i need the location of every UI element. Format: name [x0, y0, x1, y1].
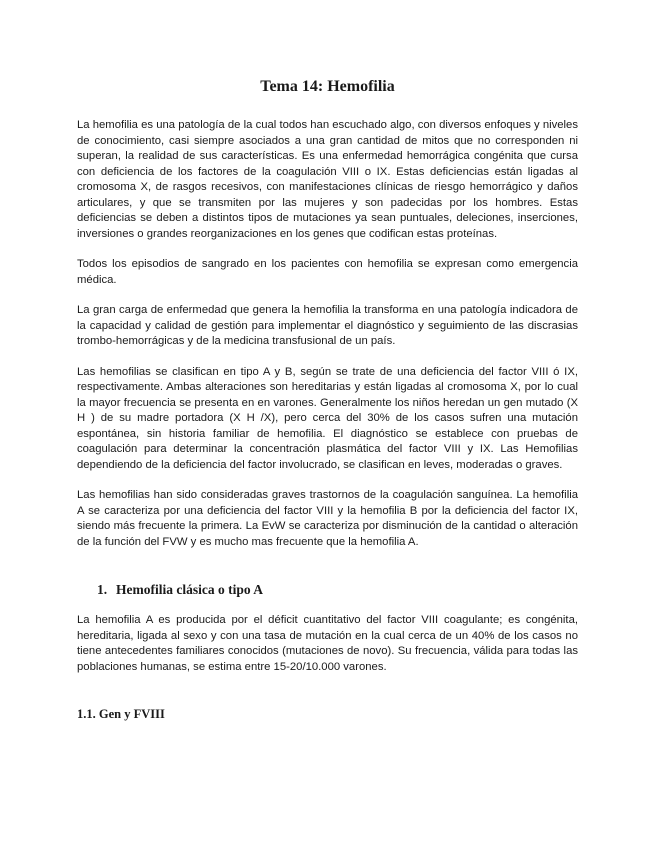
paragraph-hemofilia-a: La hemofilia A es producida por el déficit cuantitativo del factor VIII coagulante; es congénita, hereditaria, ligada al sexo y con una tasa de mutación en la cual cerca de un 40% de los casos no tiene antecedentes familiares conocidos (mutaciones de novo). Su frecuencia, válida para todas las poblaciones humanas, se estima entre 15-20/10.000 varones.	[77, 614, 578, 673]
paragraph-burden: La gran carga de enfermedad que genera la hemofilia la transforma en una patología indicadora de la capacidad y calidad de gestión para implementar el diagnóstico y seguimiento de las discrasias trombo-hemorrágicas y de la medicina transfusional de un país.	[77, 304, 578, 347]
paragraph-emergency: Todos los episodios de sangrado en los pacientes con hemofilia se expresan como emergencia médica.	[77, 258, 578, 286]
page-title: Tema 14: Hemofilia	[260, 78, 395, 95]
section-number: 1.	[97, 582, 108, 597]
paragraph-intro: La hemofilia es una patología de la cual todos han escuchado algo, con diversos enfoques y niveles de conocimiento, casi siempre asociados a una gran cantidad de mitos que no corresponden ni superan, la realidad de sus características. Es una enfermedad hemorrágica congénita que cursa con deficiencia de los factores de la coagulación VIII o IX. Estas deficiencias están ligadas al cromosoma X, de rasgos recesivos, con manifestaciones clínicas de riesgo hemorrágico y daños articulares, y que se transmiten por las mujeres y son padecidas por los hombres. Estas deficiencias se deben a distintos tipos de mutaciones ya sean puntuales, deleciones, inserciones, inversiones o grandes reorganizaciones en los genes que codifican estas proteínas.	[77, 119, 578, 240]
section-heading-hemofilia-a	[97, 582, 578, 598]
subsection-heading-gen-fviii: 1.1. Gen y FVIII	[77, 707, 165, 721]
paragraph-disorders: Las hemofilias han sido consideradas graves trastornos de la coagulación sanguínea. La hemofilia A se caracteriza por una deficiencia del factor VIII y la hemofilia B por la deficiencia del factor IX, siendo más frecuente la primera. La EvW se caracteriza por disminución de la cantidad o alteración de la función del FVW y es mucho mas frecuente que la hemofilia A.	[77, 489, 578, 548]
paragraph-classification: Las hemofilias se clasifican en tipo A y B, según se trate de una deficiencia del factor VIII ó IX, respectivamente. Ambas alteraciones son hereditarias y están ligadas al cromosoma X, por lo cual la mayor frecuencia se presenta en en varones. Generalmente los niños heredan un gen mutado (X H ) de su madre portadora (X H /X), pero cerca del 30% de los casos sufren una mutación espontánea, sin historia familiar de hemofilia. El diagnóstico se establece con pruebas de coagulación para determinar la concentración plasmática del factor VIII y IX. Las Hemofilias dependiendo de la deficiencia del factor involucrado, se clasifican en leves, moderadas o graves.	[77, 365, 578, 471]
section-heading-text: Hemofilia clásica o tipo A	[116, 582, 263, 597]
